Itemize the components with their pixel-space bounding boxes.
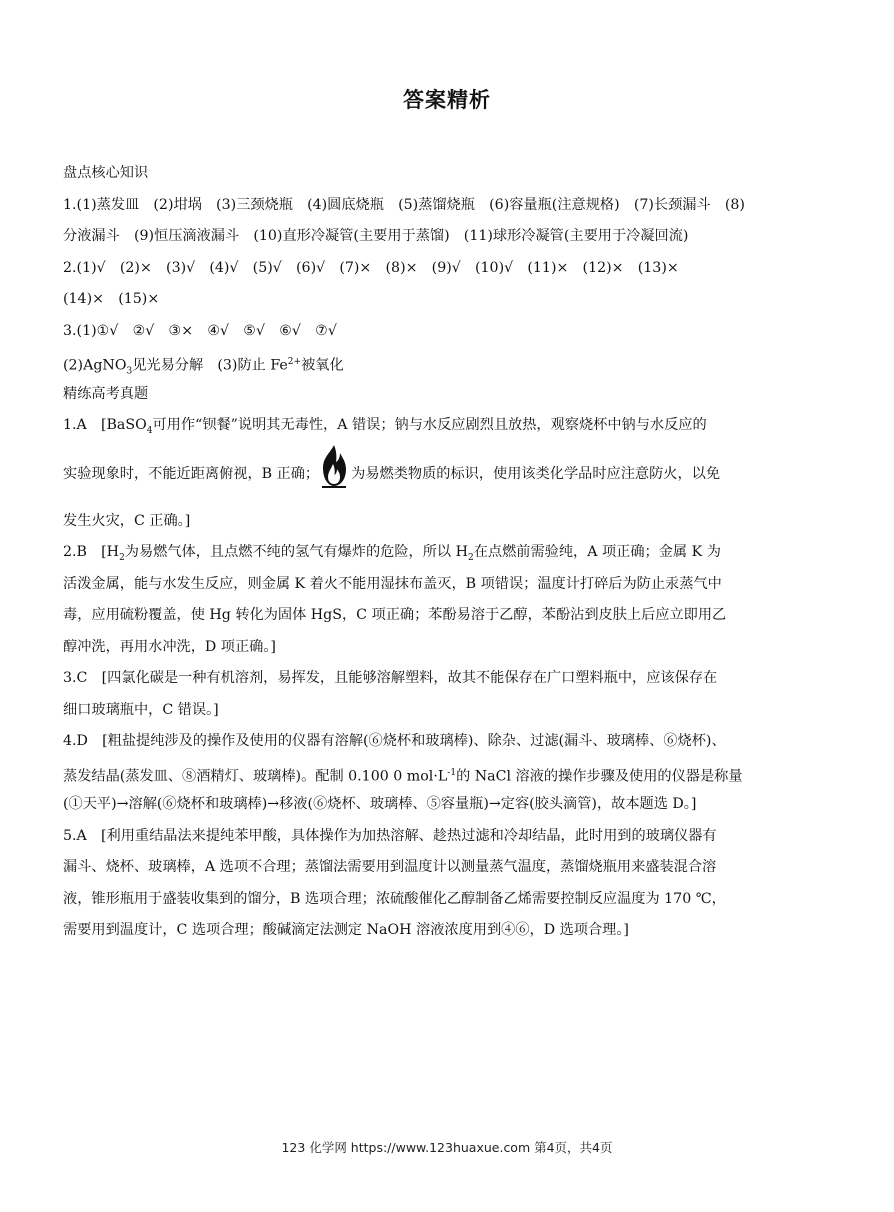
section-heading-exam-questions: 精练高考真题 bbox=[63, 385, 149, 402]
answer-2-line-4: 醇冲洗，再用水冲洗，D 项正确。] bbox=[63, 638, 276, 655]
text-run: 的 NaCl 溶液的操作步骤及使用的仪器是称量 bbox=[456, 768, 743, 785]
text-run: 在点燃前需验纯，A 项正确；金属 K 为 bbox=[473, 544, 721, 560]
answer-3-line-2: 细口玻璃瓶中，C 错误。] bbox=[63, 701, 219, 718]
answer-2-line-3: 毒，应用硫粉覆盖，使 Hg 转化为固体 HgS，C 项正确；苯酚易溶于乙醇，苯酚沾到皮肤上后应立即用乙 bbox=[63, 607, 727, 623]
answer-1-line-3: 发生火灾，C 正确。] bbox=[63, 512, 191, 529]
text-run: 实验现象时，不能近距离俯视，B 正确； bbox=[63, 465, 320, 482]
text-run: 1.A [BaSO bbox=[63, 417, 147, 433]
flammable-icon bbox=[319, 444, 349, 488]
answer-2-line-1 bbox=[63, 537, 823, 569]
answer-3-line-1: 3.C [四氯化碳是一种有机溶剂，易挥发，且能够溶解塑料，故其不能保存在广口塑料瓶中，应该保存在 bbox=[63, 670, 718, 686]
answer-1-line-2 bbox=[63, 442, 823, 506]
answer-5-line-2: 漏斗、烧杯、玻璃棒，A 选项不合理；蒸馏法需要用到温度计以测量蒸气温度，蒸馏烧瓶用来盛装混合溶 bbox=[63, 859, 717, 875]
answer-5-line-4: 需要用到温度计，C 选项合理；酸碱滴定法测定 NaOH 溶液浓度用到④⑥，D 选项合理。] bbox=[63, 922, 629, 938]
page-footer: 123 化学网 https://www.123huaxue.com 第4页，共4页 bbox=[281, 1140, 613, 1155]
q1-line-1: 1.(1)蒸发皿 (2)坩埚 (3)三颈烧瓶 (4)圆底烧瓶 (5)蒸馏烧瓶 (6)容量瓶(注意规格) (7)长颈漏斗 (8) bbox=[63, 196, 745, 213]
text-run: (2)AgNO bbox=[63, 357, 127, 374]
q2-line-1: 2.(1)√ (2)× (3)√ (4)√ (5)√ (6)√ (7)× (8)× (9)√ (10)√ (11)× (12)× (13)× bbox=[63, 259, 679, 276]
q3-line-2 bbox=[63, 347, 823, 379]
answer-4-line-2 bbox=[63, 758, 823, 790]
answer-2-line-2: 活泼金属，能与水发生反应，则金属 K 着火不能用湿抹布盖灭，B 项错误；温度计打碎后为防止汞蒸气中 bbox=[63, 575, 722, 592]
text-run: 可用作“钡餐”说明其无毒性，A 错误；钠与水反应剧烈且放热，观察烧杯中钠与水反应的 bbox=[152, 417, 707, 433]
section-heading-core-knowledge: 盘点核心知识 bbox=[63, 165, 149, 181]
subscript: 4 bbox=[146, 425, 153, 436]
subscript: 2 bbox=[119, 552, 125, 563]
text-run: 为易燃气体，且点燃不纯的氢气有爆炸的危险，所以 H bbox=[124, 544, 468, 560]
page-title: 答案精析 bbox=[403, 88, 491, 112]
answer-5-line-3: 液，锥形瓶用于盛装收集到的馏分，B 选项合理；浓硫酸催化乙醇制备乙烯需要控制反应温度为 170 ℃， bbox=[63, 890, 726, 907]
answer-4-line-1: 4.D [粗盐提纯涉及的操作及使用的仪器有溶解(⑥烧杯和玻璃棒)、除杂、过滤(漏斗、玻璃棒、⑥烧杯)、 bbox=[63, 733, 726, 749]
answer-1-line-1 bbox=[63, 410, 823, 442]
subscript: 2 bbox=[468, 552, 474, 563]
subscript: 3 bbox=[126, 366, 133, 377]
text-run: 2.B [H bbox=[63, 544, 120, 560]
text-run: 见光易分解 (3)防止 Fe bbox=[132, 357, 288, 374]
answer-5-line-1: 5.A [利用重结晶法来提纯苯甲酸，具体操作为加热溶解、趁热过滤和冷却结晶，此时用到的玻璃仪器有 bbox=[63, 827, 717, 844]
q2-line-2: (14)× (15)× bbox=[63, 291, 160, 307]
q1-line-2: 分液漏斗 (9)恒压滴液漏斗 (10)直形冷凝管(主要用于蒸馏) (11)球形冷凝管(主要用于冷凝回流) bbox=[63, 228, 689, 244]
superscript: 2+ bbox=[287, 357, 302, 367]
text-run: 蒸发结晶(蒸发皿、⑧酒精灯、玻璃棒)。配制 0.100 0 mol·L bbox=[63, 768, 448, 785]
text-run: 为易燃类物质的标识，使用该类化学品时应注意防火，以免 bbox=[351, 465, 721, 482]
q3-line-1: 3.(1)①√ ②√ ③× ④√ ⑤√ ⑥√ ⑦√ bbox=[63, 322, 337, 339]
superscript: -1 bbox=[447, 767, 457, 778]
text-run: 被氧化 bbox=[301, 357, 344, 374]
answer-content bbox=[63, 158, 823, 947]
answer-4-line-3: (①天平)→溶解(⑥烧杯和玻璃棒)→移液(⑥烧杯、玻璃棒、⑤容量瓶)→定容(胶头滴管)，故本题选 D。] bbox=[63, 796, 697, 812]
